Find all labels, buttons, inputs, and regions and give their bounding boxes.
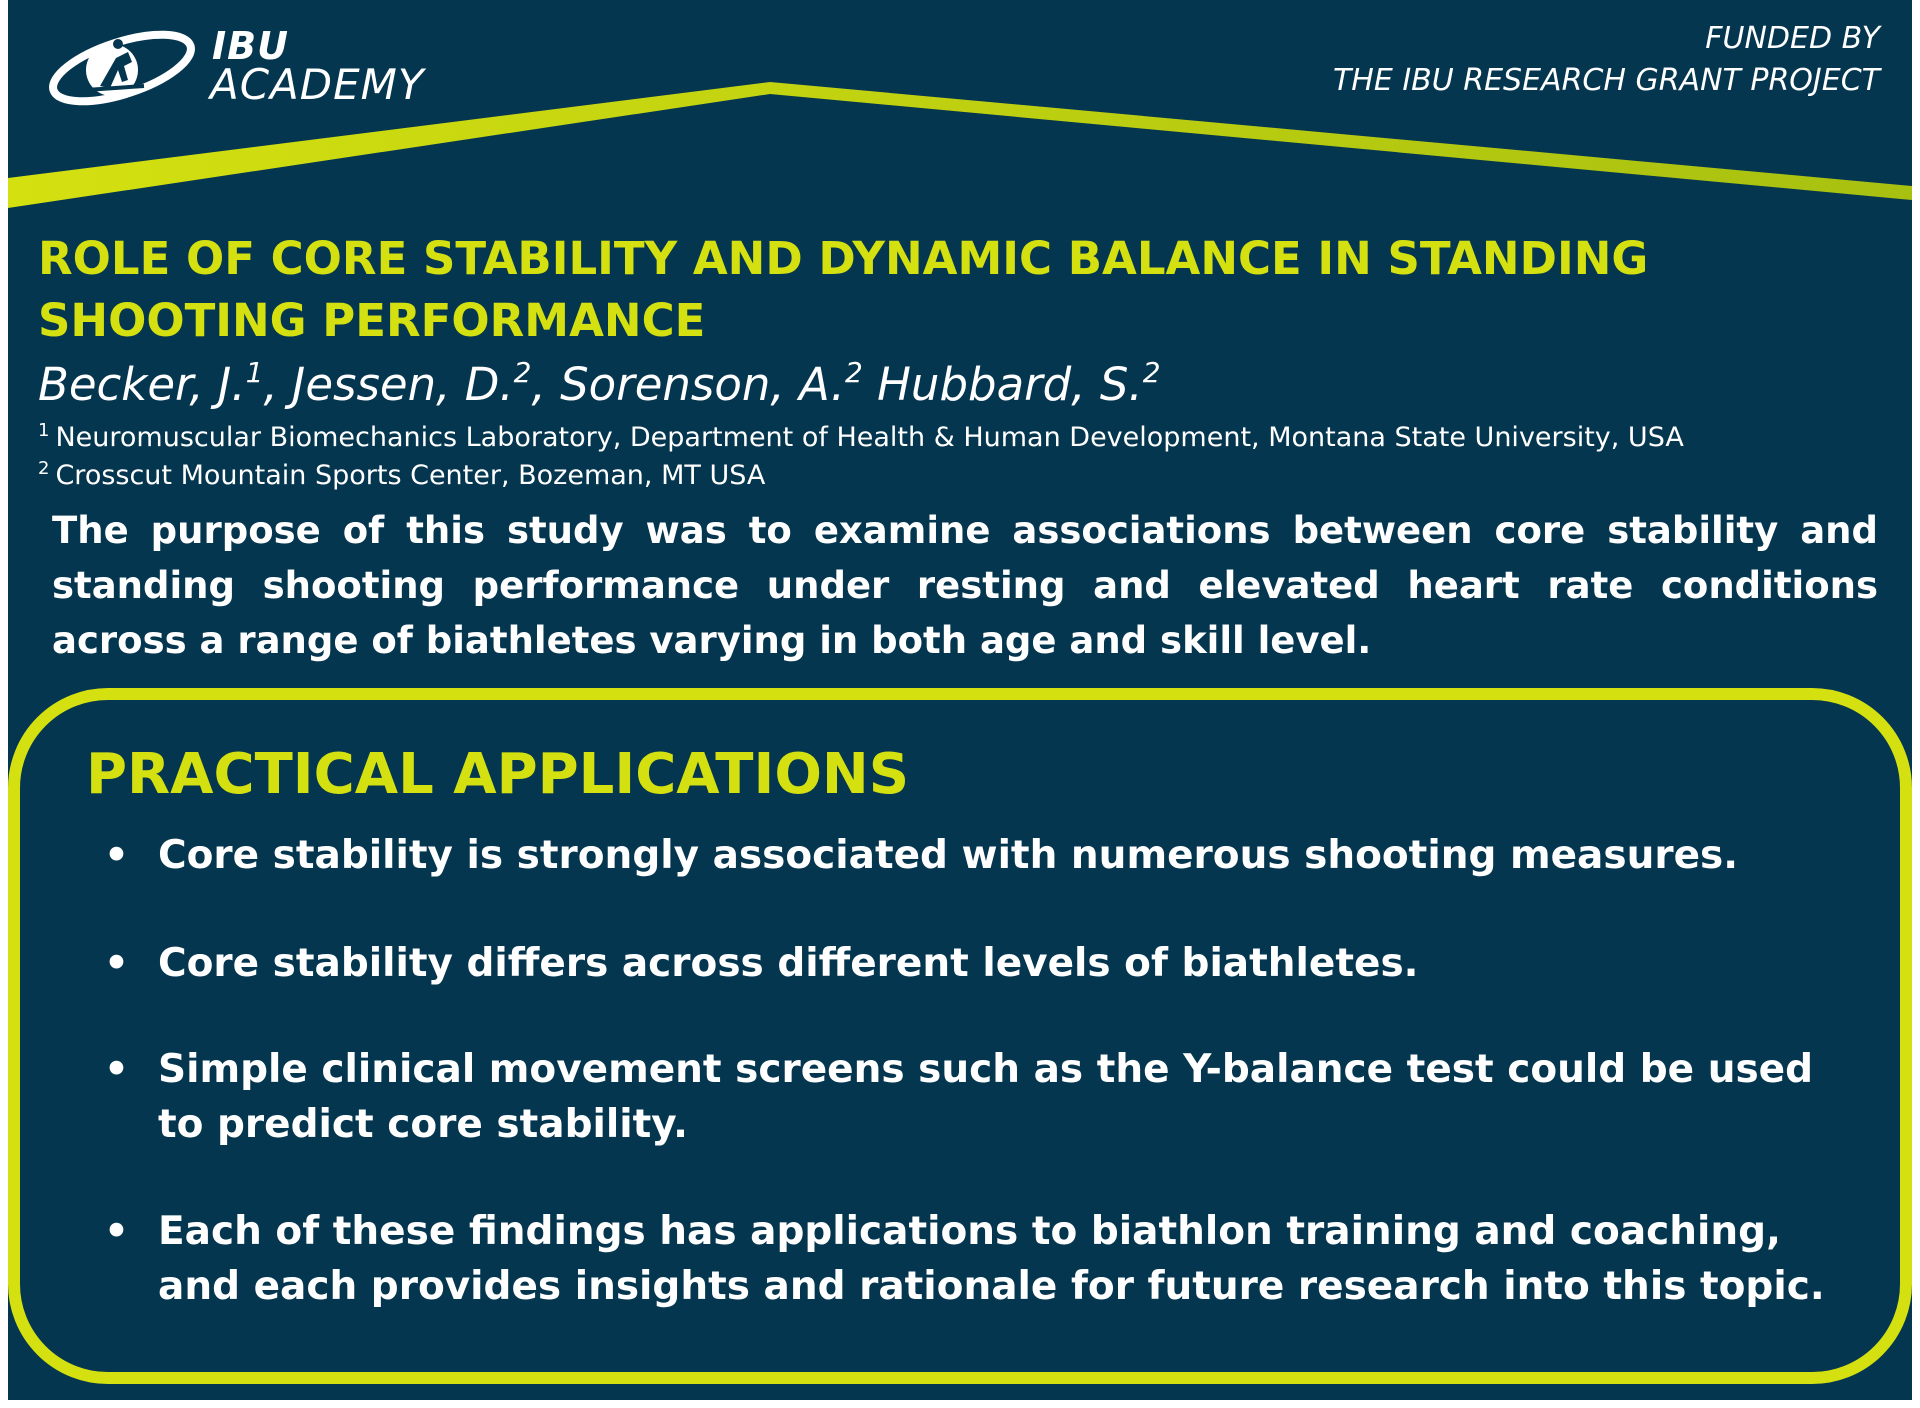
author-list <box>38 356 1161 414</box>
purpose-statement: The purpose of this study was to examine associations between core stability and standing shooting performance under resting and elevated heart rate conditions across a range of biathletes varying in both age and skill level. <box>52 509 1878 662</box>
author-separator: , <box>263 358 293 411</box>
author-affiliation-mark: 2 <box>513 356 532 389</box>
affiliation-1 <box>38 420 1684 456</box>
author-name: Sorenson, A. <box>560 358 845 411</box>
author-separator <box>863 358 877 411</box>
list-item-text: Core stability is strongly associated with numerous shooting measures. <box>158 833 1739 878</box>
funding-line-1: FUNDED BY <box>1705 21 1880 56</box>
author-name: Becker, J. <box>38 358 246 411</box>
poster <box>8 0 1912 1400</box>
practical-applications-title: PRACTICAL APPLICATIONS <box>86 742 910 807</box>
affiliation-2-text: Crosscut Mountain Sports Center, Bozeman, MT USA <box>55 460 766 491</box>
poster-title: ROLE OF CORE STABILITY AND DYNAMIC BALANCE IN STANDING SHOOTING PERFORMANCE <box>38 232 1649 347</box>
biathlete-globe-icon <box>42 28 202 108</box>
author-affiliation-mark: 2 <box>844 356 863 389</box>
practical-applications-box <box>8 688 1912 1384</box>
affiliation-1-text: Neuromuscular Biomechanics Laboratory, Department of Health & Human Development, Montana State University, USA <box>55 422 1684 453</box>
bullet-icon: • <box>104 941 129 986</box>
list-item-text: Each of these findings has applications to biathlon training and coaching, and each provides insights and rationale for future research into this topic. <box>158 1209 1825 1309</box>
list-item <box>104 1042 1864 1152</box>
affiliation-2 <box>38 458 765 494</box>
author-affiliation-mark: 1 <box>245 356 264 389</box>
logo-ibu-text: IBU <box>212 24 289 68</box>
list-item <box>104 1204 1864 1314</box>
bullet-icon: • <box>104 1209 129 1254</box>
list-item <box>104 936 1418 991</box>
list-item <box>104 828 1738 883</box>
author-affiliation-mark: 2 <box>1142 356 1161 389</box>
logo-academy-text: ACADEMY <box>210 60 425 109</box>
ibu-academy-logo <box>42 24 462 114</box>
affiliation-2-number: 2 <box>38 458 50 479</box>
list-item-text: Simple clinical movement screens such as the Y-balance test could be used to predict core stability. <box>158 1047 1814 1147</box>
bullet-icon: • <box>104 1047 129 1092</box>
affiliation-1-number: 1 <box>38 420 50 441</box>
funding-line-2: THE IBU RESEARCH GRANT PROJECT <box>1332 63 1880 98</box>
funding-note <box>1333 18 1880 102</box>
author-separator: , <box>531 358 561 411</box>
author-name: Hubbard, S. <box>877 358 1143 411</box>
bullet-icon: • <box>104 833 129 878</box>
author-name: Jessen, D. <box>292 358 514 411</box>
list-item-text: Core stability differs across different levels of biathletes. <box>158 941 1419 986</box>
